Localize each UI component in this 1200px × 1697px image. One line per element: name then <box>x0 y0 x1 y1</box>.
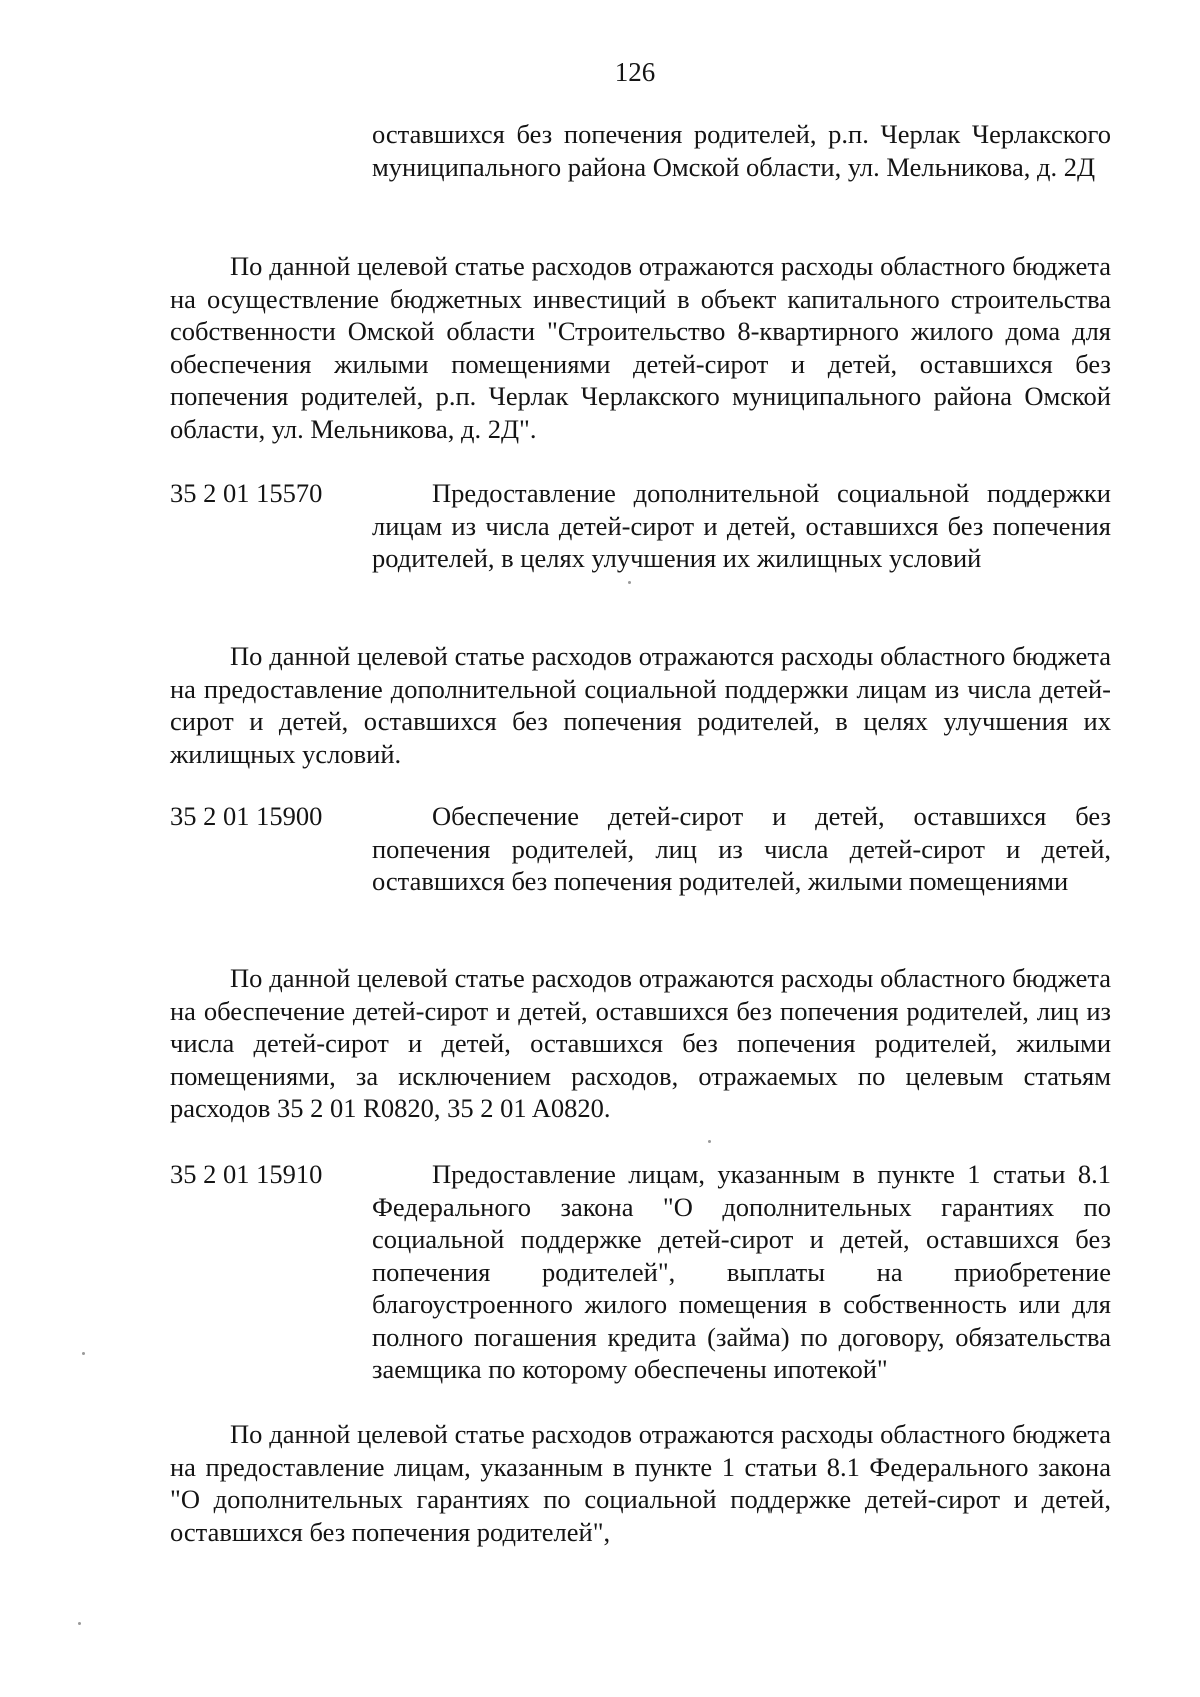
scan-speck <box>82 1352 85 1355</box>
item-title-continued: оставшихся без попечения родителей, р.п. Черлак Черлакского муниципального района Омской области, ул. Мельникова, д. 2Д <box>372 119 1111 182</box>
scan-speck <box>708 1140 711 1143</box>
item-title: Предоставление лицам, указанным в пункте 1 статьи 8.1 Федерального закона "О дополнительных гарантиях по социальной поддержке детей-сирот и детей, оставшихся без попечения родителей", выплаты на приобретение благоустроенного жилого помещения в собственность или для полного погашения кредита (займа) по договору, обязательства заемщика по которому обеспечены ипотекой" <box>372 1159 1111 1384</box>
item-description: По данной целевой статье расходов отражаются расходы областного бюджета на предоставление дополнительной социальной поддержки лицам из числа детей-сирот и детей, оставшихся без попечения родителей, в целях улучшения их жилищных условий. <box>170 641 1111 769</box>
item-description: По данной целевой статье расходов отражаются расходы областного бюджета на предоставление лицам, указанным в пункте 1 статьи 8.1 Федерального закона "О дополнительных гарантиях по социальной поддержке детей-сирот и детей, оставшихся без попечения родителей", <box>170 1419 1111 1547</box>
budget-code: 35 2 01 15910 <box>170 1159 323 1189</box>
budget-code: 35 2 01 15900 <box>170 801 323 831</box>
item-description-continued: По данной целевой статье расходов отражаются расходы областного бюджета на осуществление бюджетных инвестиций в объект капитального строительства собственности Омской области "Строительство 8-квартирного жилого дома для обеспечения жилыми помещениями детей-сирот и детей, оставшихся без попечения родителей, р.п. Черлак Черлакского муниципального района Омской области, ул. Мельникова, д. 2Д". <box>170 251 1111 444</box>
scan-speck <box>628 581 631 584</box>
item-description: По данной целевой статье расходов отражаются расходы областного бюджета на обеспечение детей-сирот и детей, оставшихся без попечения родителей, лиц из числа детей-сирот и детей, оставшихся без попечения родителей, жилыми помещениями, за исключением расходов, отражаемых по целевым статьям расходов 35 2 01 R0820, 35 2 01 A0820. <box>170 963 1111 1123</box>
scan-speck <box>78 1622 81 1625</box>
budget-code: 35 2 01 15570 <box>170 478 323 508</box>
page-number: 126 <box>614 57 656 87</box>
item-title: Предоставление дополнительной социальной поддержки лицам из числа детей-сирот и детей, оставшихся без попечения родителей, в целях улучшения их жилищных условий <box>372 478 1111 573</box>
item-title: Обеспечение детей-сирот и детей, оставшихся без попечения родителей, лиц из числа детей-сирот и детей, оставшихся без попечения родителей, жилыми помещениями <box>372 801 1111 896</box>
